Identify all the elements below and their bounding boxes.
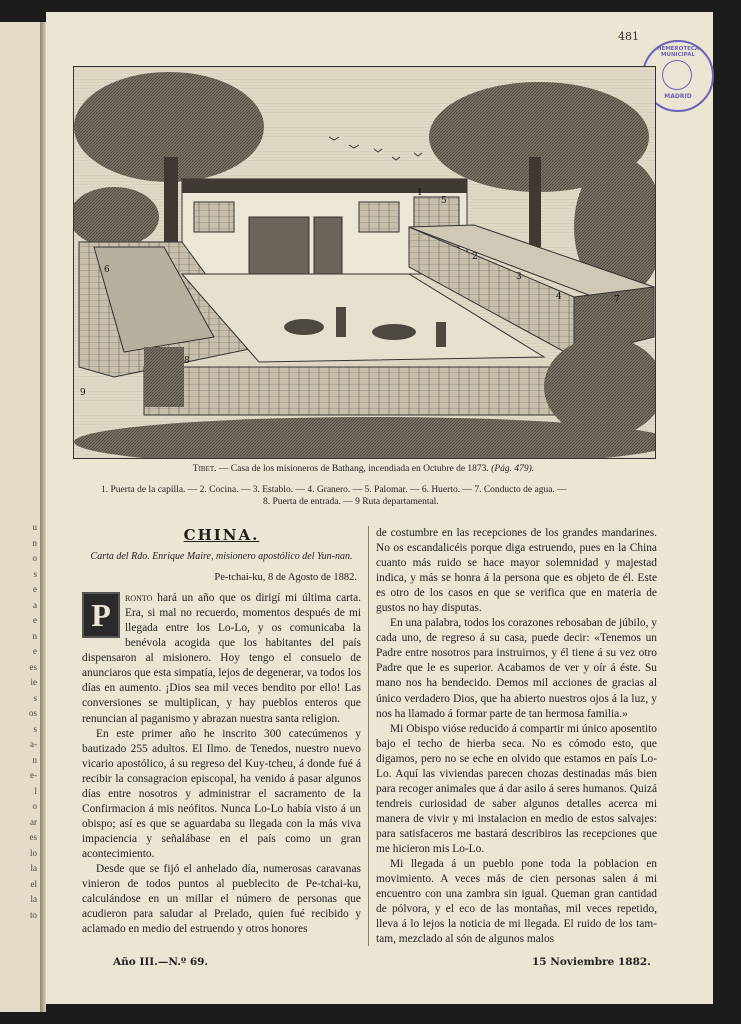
caption-title-text: — Casa de los misioneros de Bathang, incendiada en Octubre de 1873.: [216, 464, 489, 474]
left-page-fragment: to: [29, 909, 37, 920]
column-divider: [368, 526, 369, 946]
left-page-fragment: u: [32, 522, 37, 532]
left-page-fragment: n: [32, 754, 37, 765]
engraving-label: 4: [556, 292, 562, 302]
article-dateline: Pe-tchai-ku, 8 de Agosto de 1882.: [214, 572, 357, 584]
left-page-fragment: el: [30, 878, 37, 889]
left-page-fragment: s: [33, 692, 37, 703]
article-column-right: [376, 526, 657, 947]
left-page-fragment: e: [33, 646, 37, 656]
left-page-fragment: es: [29, 661, 37, 672]
left-page-fragment: l: [34, 785, 37, 796]
stamp-bottom-text: MADRID: [664, 93, 692, 100]
legend-line-1: 1. Puerta de la capilla. — 2. Cocina. — 3. Establo. — 4. Granero. — 5. Palomar. — 6. Huerto. — 7. Conducto de agua. —: [101, 485, 567, 495]
article-paragraph: Desde que se fijó el anhelado día, numerosas caravanas vinieron de todos puntos al pueblecito de Pe-tchai-ku, calculándose en un millar el número de personas que acudieron para saludar al Prelado, quien fué recibido y aclamado en medio del estruendo y otros honores: [82, 862, 361, 936]
engraving-label: 2: [472, 252, 478, 262]
left-page-fragment: n: [32, 630, 37, 641]
engraving-label: 8: [184, 356, 190, 366]
left-page-fragment: s: [33, 723, 37, 734]
left-page-fragment: e: [33, 615, 37, 625]
left-page-fragment: o: [32, 801, 37, 811]
left-page-fragment: e: [33, 584, 37, 594]
first-word: ronto: [125, 592, 153, 605]
left-page-fragment: a: [33, 599, 37, 610]
page-number: 481: [618, 30, 639, 43]
stamp-top-text: HEMEROTECA MUNICIPAL: [656, 46, 700, 58]
mission-house-engraving: [73, 66, 656, 459]
left-page-fragment: la: [30, 863, 37, 873]
article-paragraph: de costumbre en las recepciones de los grandes mandarines. No os escandalicéis porque diga estruendo, pues en la China cuanto más ruido se hace mayor solemnidad y majestad indica, y más se honra á la persona que es objeto de él. Este es otro de los casos en que se verifica que en materia de gustos no hay disputas.: [376, 527, 657, 615]
magazine-page: [46, 12, 713, 1004]
caption-page-ref: (Pág. 479).: [491, 464, 535, 474]
engraving-legend: [101, 484, 641, 508]
adjacent-left-page: [0, 22, 41, 1012]
article-paragraph: En este primer año he inscrito 300 catecúmenos y bautizado 255 adultos. El Ilmo. de Tenedos, nuestro nuevo vicario apostólico, á su regreso del Kuy-tcheu, á donde fué á recibir la consagracion episcopal, ha venido á pasar algunos días entre nosotros y administrar el sacramento de la Confirmacion á mis neófitos. Nunca Lo-Lo había visto á un obispo; así es que se aguardaba su llegada con la más viva impaciencia y señalábase en el país como un gran acontecimiento.: [82, 727, 361, 860]
engraving-label: 9: [80, 388, 86, 398]
footer-issue: Año III.—N.º 69.: [113, 956, 209, 968]
left-page-fragment: e-: [30, 770, 37, 780]
article-paragraph: Mi Obispo vióse reducido á compartir mi único aposentito bajo el techo de hierba seca. No es cómodo esto, que digamos, pero no se eche en olvido que estamos en país Lo-Lo. Aquí las viviendas parecen chozas destinadas más bien para recoger animales que á dar asilo á seres humanos. Quizá tendreis curiosidad de saber algunos detalles acerca mi manera de vivir y mi instalacion en medio de estos salvajes: para satisfaceros me bastará describiros las recepciones que me hicieron mis Lo-Lo.: [376, 722, 657, 855]
left-page-fragment: os: [28, 708, 37, 718]
caption-title-prefix: Tibet.: [192, 464, 217, 474]
engraving-caption: [73, 464, 654, 474]
left-page-fragment: ar: [30, 816, 37, 827]
engraving-label: 5: [441, 196, 447, 206]
article-paragraph: Mi llegada á un pueblo pone toda la poblacion en movimiento. A veces más de cien personas salen á mi encuentro con una zambra sin igual. Queman gran cantidad de pólvora, y el eco de las montañas, mil veces repetido, lleva á lo lejos la noticia de mi llegada. El ruido de los tam-tam, mezclado al són de algunos malos: [376, 858, 657, 946]
engraving-label: 1: [417, 188, 423, 198]
left-page-fragment: o: [32, 553, 37, 563]
article-headline: CHINA.: [183, 526, 260, 544]
footer-date: 15 Noviembre 1882.: [532, 956, 651, 968]
engraving-label: 3: [516, 272, 522, 282]
left-page-fragment: n: [32, 537, 37, 548]
article-subtitle: Carta del Rdo. Enrique Maire, misionero apostólico del Yun-nan.: [90, 551, 353, 563]
left-page-fragment: s: [33, 568, 37, 579]
article-paragraph: P ronto hará un año que os dirigí mi última carta. Era, si mal no recuerdo, momentos después de mi llegada entre los Lo-Lo, y os comunicaba la benévola acogida que los habitantes del país dispensaron al misionero. Hoy tengo el consuelo de anunciaros que esta simpatía, lejos de degenerar, va todos los días en aumento. ¡Dios sea mil veces bendito por ello! Las conversiones se multiplican, y hay pueblos enteros que renuncian al paganismo y abrazan nuestra santa religion.: [82, 592, 361, 725]
left-page-fragment: la: [30, 894, 37, 904]
left-page-fragment: lo: [29, 847, 37, 858]
left-page-fragment: ie: [30, 677, 37, 687]
engraving-label: 7: [614, 295, 620, 305]
stamp-crest-icon: [662, 60, 692, 90]
article-paragraph: En una palabra, todos los corazones rebosaban de júbilo, y cada uno, de regreso á su casa, puede decir: «Tenemos un Padre entre nosotros para instruirnos, y él tiene á su vez otro Padre que le es superior. Acabamos de ver y oír á éste. Su mano nos ha bendecido. Demos mil acciones de gracias al único verdadero Dios, que ha abierto nuestros ojos á la luz, y nos ha llamado á formar parte de tan hermosa familia.»: [376, 617, 657, 720]
drop-cap: P: [82, 592, 120, 638]
article-column-left: [82, 526, 361, 937]
engraving-illustration: [74, 67, 655, 458]
engraving-label: 6: [104, 265, 110, 275]
left-page-fragment: a-: [30, 739, 37, 749]
legend-line-2: 8. Puerta de entrada. — 9 Ruta departamental.: [263, 497, 439, 507]
left-page-fragment: es: [29, 832, 37, 842]
